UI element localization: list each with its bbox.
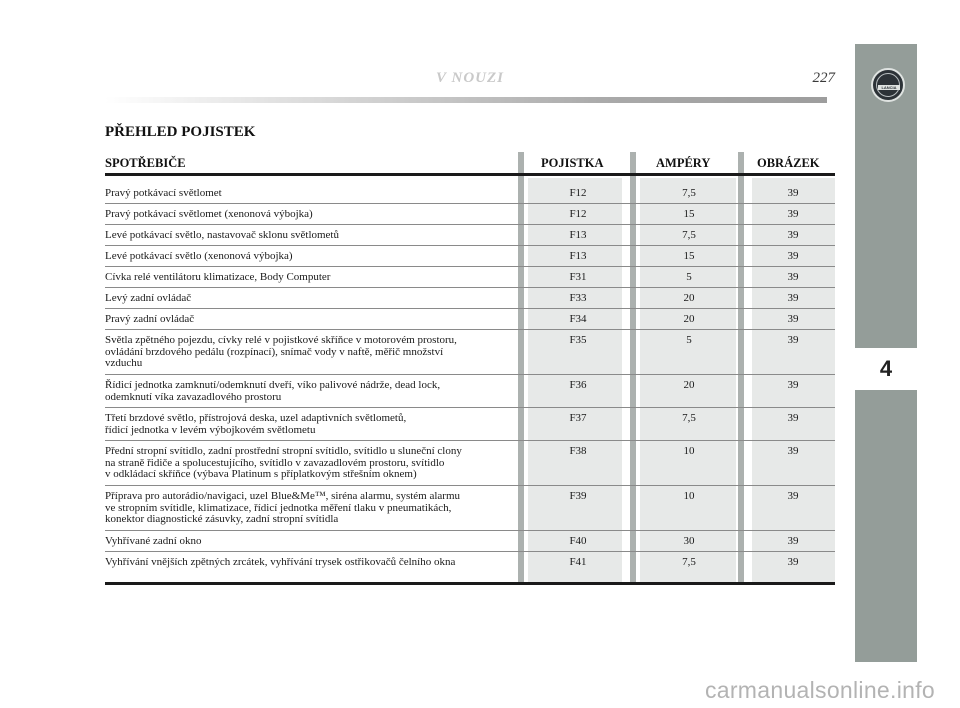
column-header-consumers: SPOTŘEBIČE (105, 156, 186, 170)
row-amperes: 7,5 (682, 229, 696, 241)
row-figure: 39 (787, 229, 799, 241)
header-title: V NOUZI (436, 70, 504, 86)
table-row (105, 288, 835, 309)
row-description: Pravý potkávací světlomet (105, 187, 222, 199)
row-fuse: F40 (569, 535, 587, 547)
table-row (105, 330, 835, 375)
logo-ring (876, 73, 900, 97)
row-amperes: 15 (683, 208, 695, 220)
column-header-fuse: POJISTKA (541, 156, 604, 170)
row-description: Vyhřívání vnějších zpětných zrcátek, vyhřívání trysek ostřikovačů čelního okna (105, 556, 456, 568)
row-amperes: 20 (683, 292, 695, 304)
row-figure: 39 (787, 556, 799, 568)
row-amperes: 30 (683, 535, 695, 547)
row-fuse: F35 (569, 334, 587, 346)
logo-text: LANCIA (881, 85, 897, 90)
row-figure: 39 (787, 292, 799, 304)
row-amperes: 20 (683, 313, 695, 325)
row-amperes: 10 (683, 490, 695, 502)
row-description: Řídicí jednotka zamknutí/odemknutí dveří, víko palivové nádrže, dead lock, odemknutí víka zavazadlového prostoru (105, 379, 441, 403)
row-amperes: 7,5 (682, 556, 696, 568)
lancia-logo-icon (871, 68, 905, 102)
row-figure: 39 (787, 490, 799, 502)
row-amperes: 15 (683, 250, 695, 262)
watermark: carmanualsonline.info (704, 677, 935, 703)
header-rule (105, 97, 827, 103)
row-amperes: 7,5 (682, 187, 696, 199)
row-amperes: 5 (686, 334, 692, 346)
row-figure: 39 (787, 250, 799, 262)
row-fuse: F12 (569, 208, 587, 220)
row-amperes: 7,5 (682, 412, 696, 424)
row-description: Třetí brzdové světlo, přístrojová deska, uzel adaptivních světlometů, řídicí jednotka v levém výbojkovém světlometu (105, 412, 407, 436)
row-figure: 39 (787, 271, 799, 283)
table-row (105, 246, 835, 267)
table-bottom-rule (105, 582, 835, 585)
row-fuse: F41 (569, 556, 587, 568)
table-row (105, 183, 835, 204)
row-figure: 39 (787, 445, 799, 457)
row-description: Levý zadní ovládač (105, 292, 192, 304)
row-amperes: 5 (686, 271, 692, 283)
row-figure: 39 (787, 187, 799, 199)
table-row (105, 309, 835, 330)
row-amperes: 10 (683, 445, 695, 457)
row-description: Příprava pro autorádio/navigaci, uzel Blue&Me™, siréna alarmu, systém alarmu ve stropním svítidle, klimatizace, řídicí jednotka měření tlaku v pneumatikách, konektor diagnostické zásuvky, zadní stropní svítidla (105, 490, 461, 525)
table-row (105, 531, 835, 552)
row-fuse: F37 (569, 412, 587, 424)
row-description: Světla zpětného pojezdu, cívky relé v pojistkové skříňce v motorovém prostoru, ovládání brzdového pedálu (rozpínací), snímač vody v naftě, měřič množství vzduchu (105, 334, 457, 369)
chapter-number: 4 (855, 348, 917, 390)
row-fuse: F13 (569, 250, 587, 262)
row-fuse: F12 (569, 187, 587, 199)
fuse-table (105, 183, 835, 573)
section-title: PŘEHLED POJISTEK (105, 124, 256, 140)
table-row (105, 267, 835, 288)
row-fuse: F13 (569, 229, 587, 241)
row-description: Přední stropní svítidlo, zadní prostřední stropní svítidlo, svítidlo u sluneční clony na straně řidiče a spolucestujícího, svítidlo v zavazadlovém prostoru, svítidlo v odkládací skříňce (výbava Platinum s příplatkovým střešním oknem) (105, 445, 462, 480)
row-figure: 39 (787, 535, 799, 547)
row-fuse: F33 (569, 292, 587, 304)
table-row (105, 441, 835, 486)
table-row (105, 552, 835, 573)
row-fuse: F39 (569, 490, 587, 502)
column-header-figure: OBRÁZEK (757, 156, 820, 170)
row-fuse: F31 (569, 271, 587, 283)
column-header-amperes: AMPÉRY (656, 156, 711, 170)
row-fuse: F38 (569, 445, 587, 457)
row-description: Pravý potkávací světlomet (xenonová výbojka) (105, 208, 313, 220)
row-description: Levé potkávací světlo, nastavovač sklonu světlometů (105, 229, 339, 241)
row-figure: 39 (787, 313, 799, 325)
row-figure: 39 (787, 208, 799, 220)
row-description: Cívka relé ventilátoru klimatizace, Body Computer (105, 271, 331, 283)
table-row (105, 375, 835, 408)
row-fuse: F34 (569, 313, 587, 325)
row-amperes: 20 (683, 379, 695, 391)
table-row (105, 486, 835, 531)
row-fuse: F36 (569, 379, 587, 391)
row-figure: 39 (787, 379, 799, 391)
table-row (105, 225, 835, 246)
row-figure: 39 (787, 334, 799, 346)
row-description: Vyhřívané zadní okno (105, 535, 202, 547)
row-description: Levé potkávací světlo (xenonová výbojka) (105, 250, 293, 262)
row-figure: 39 (787, 412, 799, 424)
table-row (105, 204, 835, 225)
header-divider (105, 173, 835, 176)
page-number: 227 (812, 70, 835, 86)
row-description: Pravý zadní ovládač (105, 313, 195, 325)
table-row (105, 408, 835, 441)
